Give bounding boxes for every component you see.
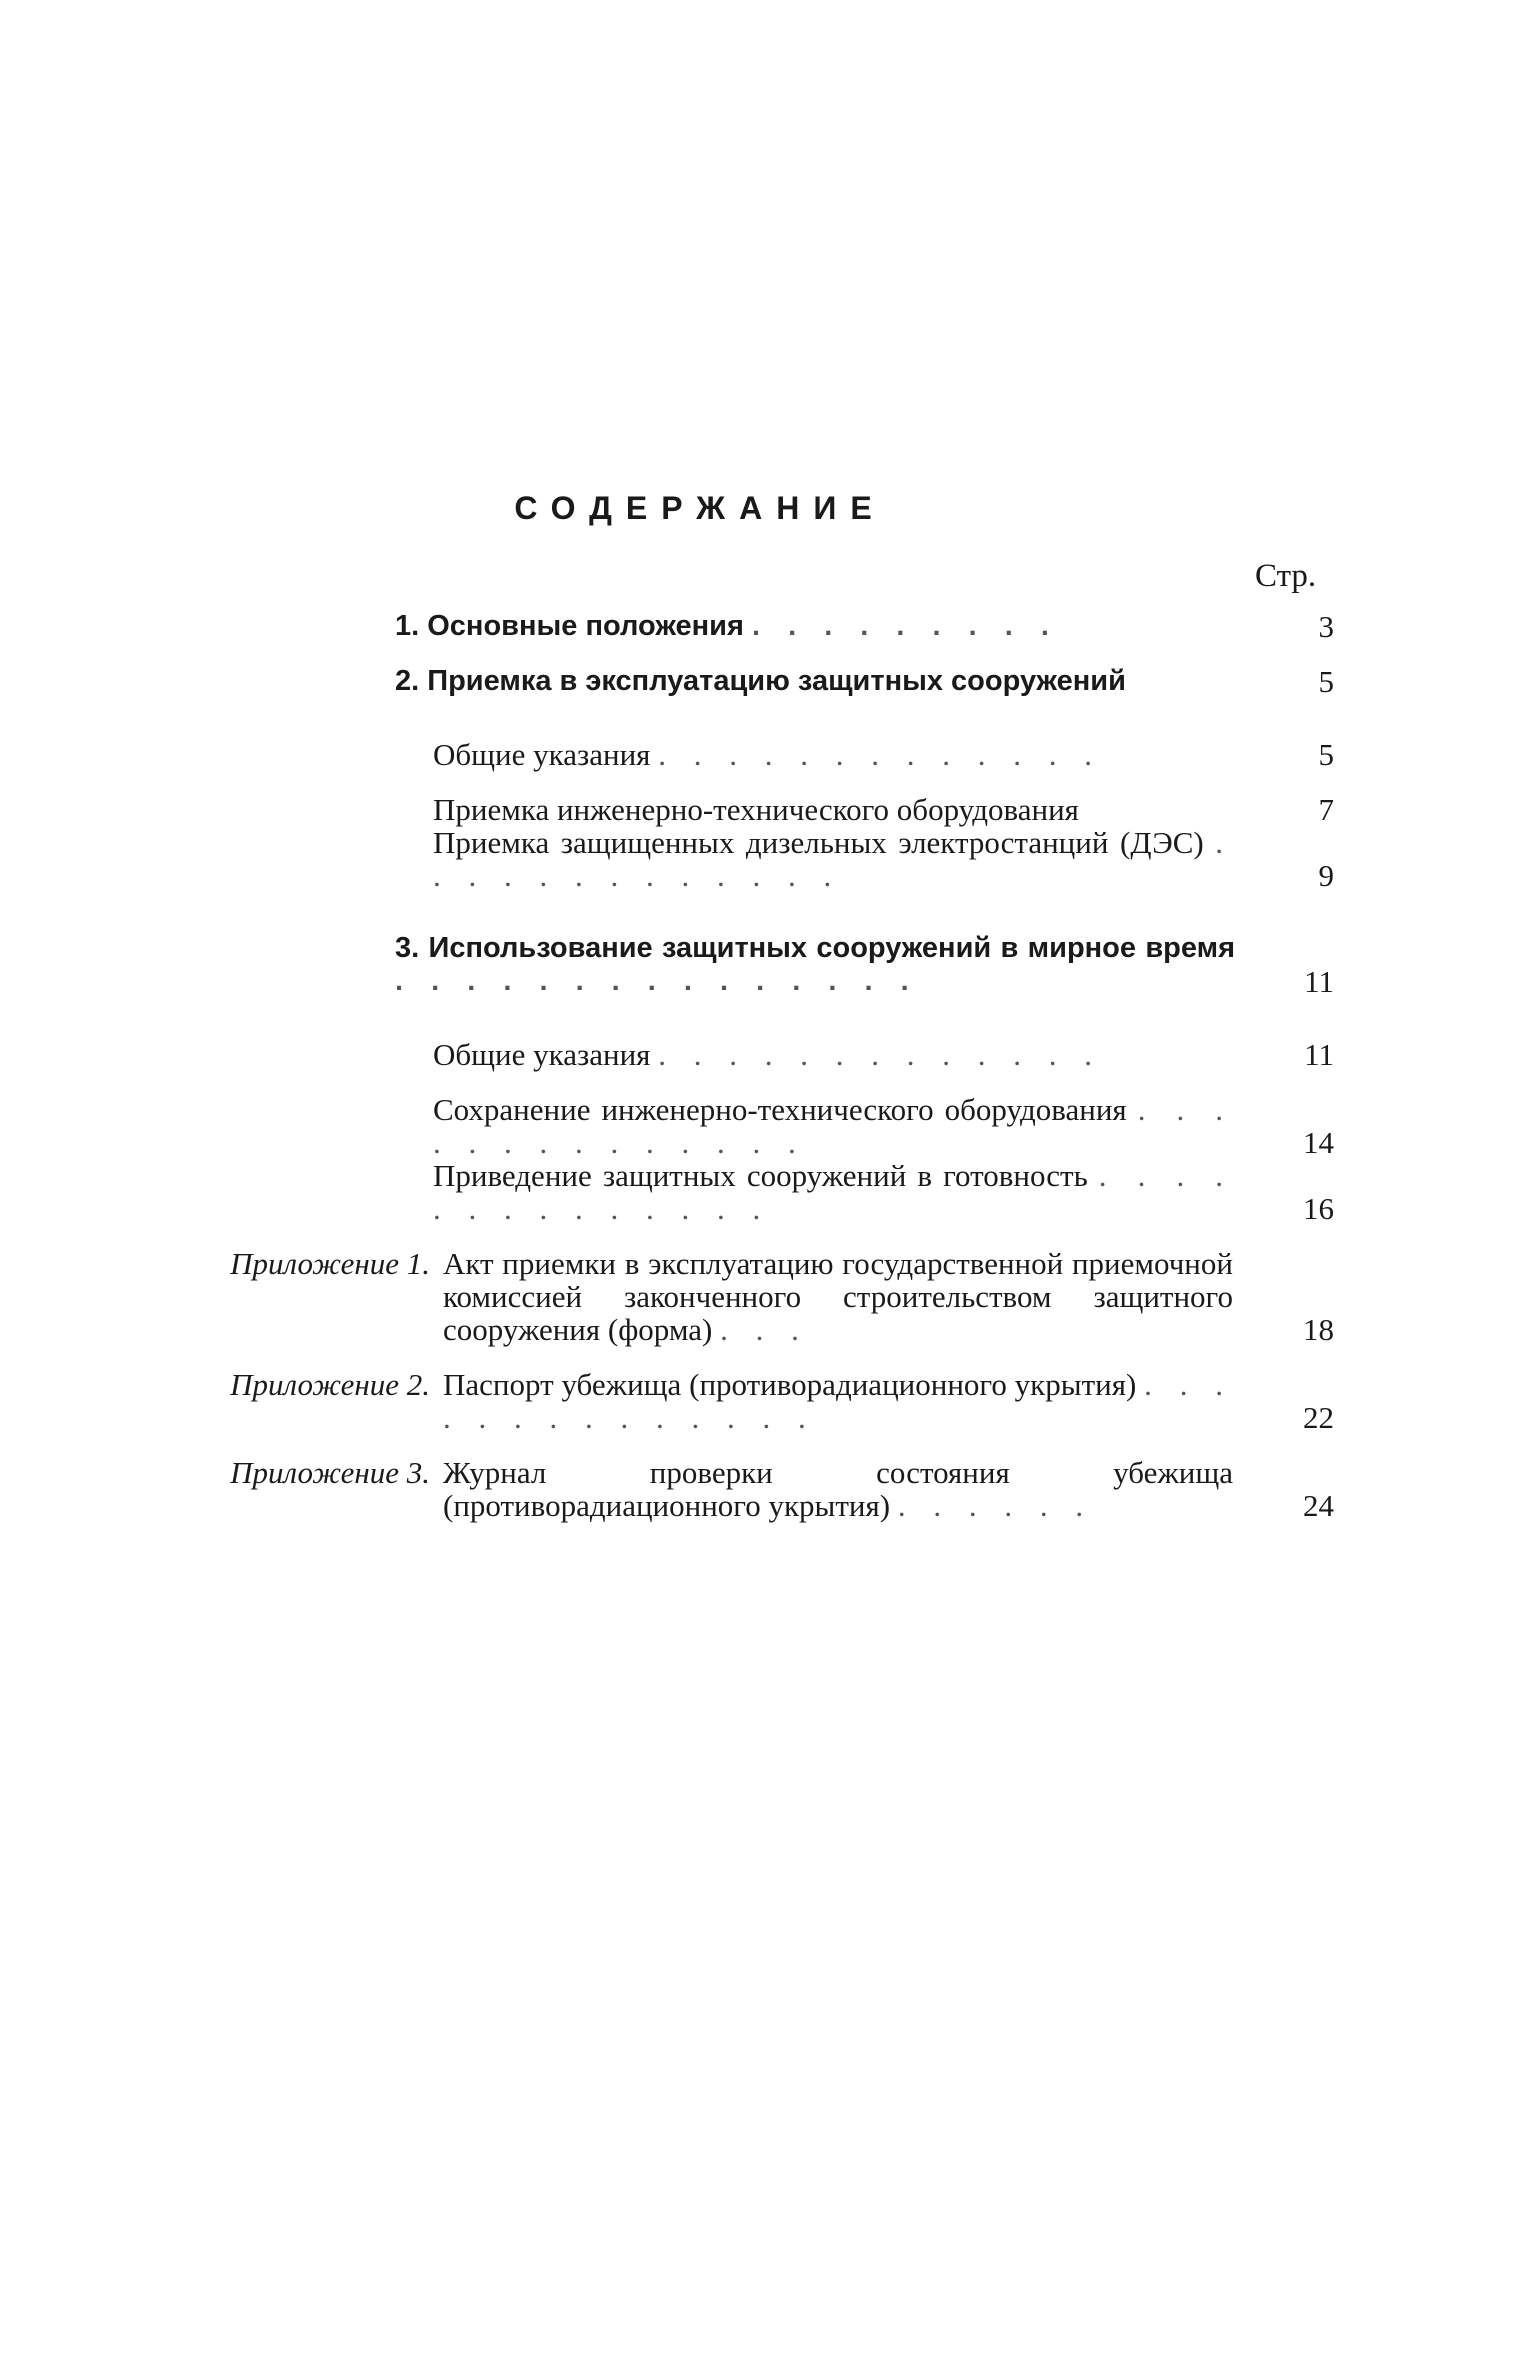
- toc-entry-text: Приемка инженерно-технического оборудования: [433, 792, 1079, 827]
- appendix-label: Приложение 3.: [230, 1455, 430, 1490]
- toc-entry: [0, 1038, 1524, 1071]
- toc-entry-page: 16: [1303, 1191, 1334, 1226]
- toc-entry-text: Паспорт убежища (противорадиационного укрытия): [443, 1367, 1137, 1402]
- toc-entry: [0, 1093, 1524, 1159]
- toc-entry: [0, 1159, 1524, 1225]
- toc-entry: [0, 1368, 1524, 1434]
- appendix-label: Приложение 2.: [230, 1367, 430, 1402]
- toc-entry: [0, 665, 1524, 698]
- toc-entry-page: 9: [1318, 858, 1334, 893]
- toc-entry-text: Акт приемки в эксплуатацию государственной приемочной комиссией законченного строительством защитного сооружения (форма): [443, 1246, 1233, 1347]
- page-column-header: Стр.: [1255, 558, 1317, 594]
- toc-entry-text: Общие указания: [433, 737, 651, 772]
- appendix-label: Приложение 1.: [230, 1246, 430, 1281]
- toc-leader-dots: . . . . . . . . . . . . . .: [433, 1158, 1234, 1226]
- toc-entry-page: 5: [1318, 737, 1334, 772]
- toc-entry-page: 11: [1304, 1037, 1334, 1072]
- toc-leader-dots: . . .: [720, 1312, 809, 1347]
- toc-entry-text: Журнал проверки состояния убежища (противорадиационного укрытия): [443, 1455, 1233, 1523]
- toc-leader-dots: . . . . . . . . . . . . .: [658, 737, 1102, 772]
- toc-entry-page: 5: [1318, 664, 1334, 699]
- toc-entry: [0, 932, 1524, 998]
- toc-entry: [0, 610, 1524, 643]
- toc-entry-page: 7: [1318, 792, 1334, 827]
- toc-entry-page: 3: [1318, 609, 1334, 644]
- toc-entry: [0, 738, 1524, 771]
- toc-entry-text: 2. Приемка в эксплуатацию защитных сооружений: [395, 665, 1126, 697]
- toc-entry-text: Приемка защищенных дизельных электростанций (ДЭС): [433, 825, 1204, 860]
- toc-leader-dots: . . . . . . . . . . . . . . .: [395, 965, 919, 997]
- toc-entry: [0, 793, 1524, 826]
- toc-entry-page: 18: [1303, 1312, 1334, 1347]
- toc-leader-dots: . . . . . . . . . . . . . .: [433, 1092, 1233, 1160]
- toc-entry-page: 11: [1304, 964, 1334, 999]
- toc-leader-dots: . . . . . . . . . . . . .: [658, 1037, 1102, 1072]
- toc-entry-text: Общие указания: [433, 1037, 651, 1072]
- toc-entry-page: 24: [1303, 1488, 1334, 1523]
- toc-entry-text: Приведение защитных сооружений в готовность: [433, 1158, 1088, 1193]
- toc-entry-text: Сохранение инженерно-технического оборудования: [433, 1092, 1127, 1127]
- toc-entry: [0, 1247, 1524, 1346]
- toc-leader-dots: . . . . . . . . . . . . .: [433, 825, 1233, 893]
- toc-entry-page: 22: [1303, 1400, 1334, 1435]
- toc-entry: [0, 1456, 1524, 1522]
- table-of-contents: [0, 610, 1524, 1522]
- toc-entry: [0, 826, 1524, 892]
- toc-leader-dots: . . . . . .: [897, 1488, 1094, 1523]
- toc-entry-page: 14: [1303, 1125, 1334, 1160]
- toc-entry-text: 3. Использование защитных сооружений в мирное время: [395, 932, 1235, 964]
- toc-entry-text: 1. Основные положения: [395, 610, 744, 642]
- page-title: СОДЕРЖАНИЕ: [514, 490, 886, 526]
- toc-leader-dots: . . . . . . . . . . . . . .: [443, 1367, 1234, 1435]
- toc-leader-dots: . . . . . . . . .: [751, 610, 1059, 642]
